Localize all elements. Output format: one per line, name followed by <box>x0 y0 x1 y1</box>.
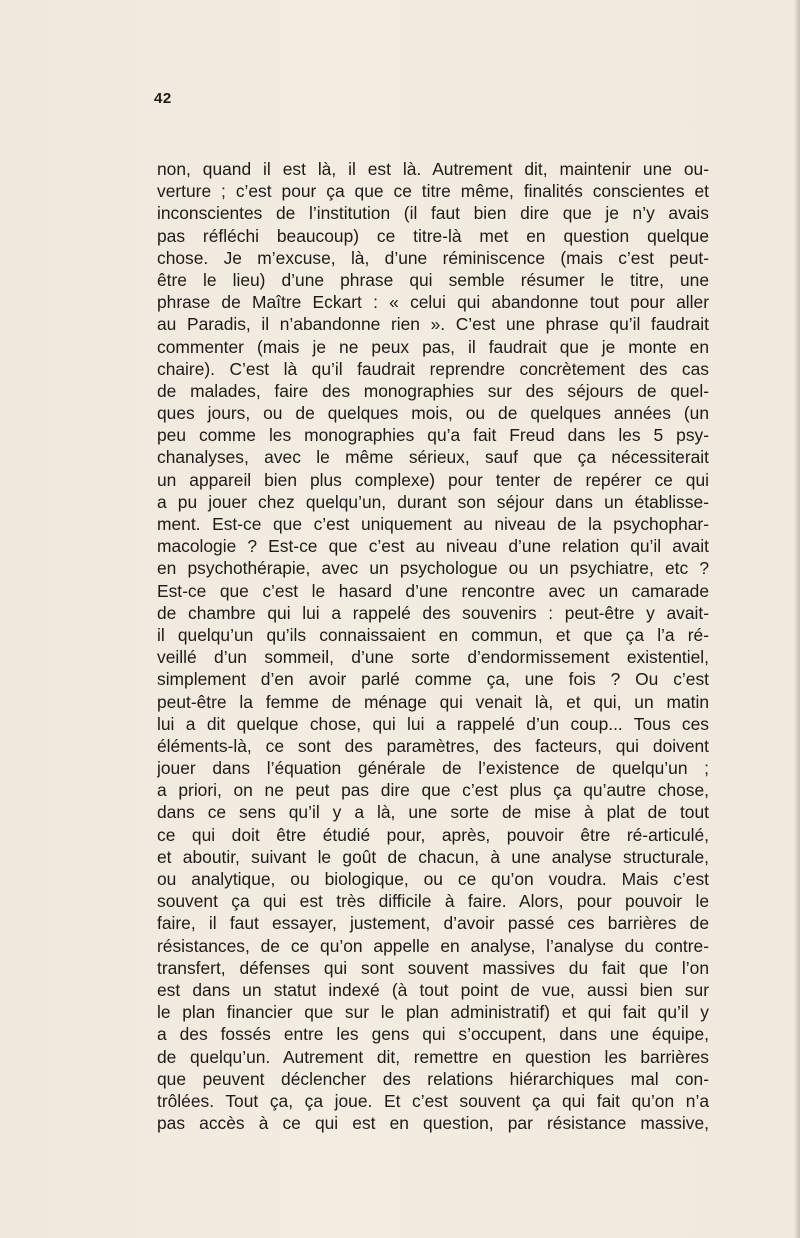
text-line: lui a dit quelque chose, qui lui a rappelé d’un coup... Tous ces <box>157 713 709 734</box>
text-line: chose. Je m’excuse, là, d’une réminiscence (mais c’est peut- <box>157 247 709 268</box>
text-line: macologie ? Est-ce que c’est au niveau d’une relation qu’il avait <box>157 536 709 557</box>
text-line: souvent ça qui est très difficile à faire. Alors, pour pouvoir le <box>157 891 709 912</box>
text-line: faire, il faut essayer, justement, d’avoir passé ces barrières de <box>157 913 709 934</box>
text-line: inconscientes de l’institution (il faut bien dire que je n’y avais <box>157 203 709 224</box>
text-line: a priori, on ne peut pas dire que c’est plus ça qu’autre chose, <box>157 780 709 801</box>
text-line: et aboutir, suivant le goût de chacun, à une analyse structurale, <box>157 846 709 867</box>
text-line: le plan financier que sur le plan administratif) et qui fait qu’il y <box>157 1002 709 1023</box>
text-line: a pu jouer chez quelqu’un, durant son séjour dans un établisse- <box>157 491 709 512</box>
text-line: au Paradis, il n’abandonne rien ». C’est une phrase qu’il faudrait <box>157 314 709 335</box>
text-line: commenter (mais je ne peux pas, il faudrait que je monte en <box>157 336 709 357</box>
text-line: est dans un statut indexé (à tout point de vue, aussi bien sur <box>157 979 709 1000</box>
text-line: être le lieu) d’une phrase qui semble résumer le titre, une <box>157 269 709 290</box>
text-line: de malades, faire des monographies sur des séjours de quel- <box>157 380 709 401</box>
page-edge-shadow <box>794 0 800 1238</box>
text-line: veillé d’un sommeil, d’une sorte d’endormissement existentiel, <box>157 647 709 668</box>
text-line: un appareil bien plus complexe) pour tenter de repérer ce qui <box>157 469 709 490</box>
text-line: résistances, de ce qu’on appelle en analyse, l’analyse du contre- <box>157 935 709 956</box>
page-number: 42 <box>154 90 172 107</box>
text-line: que peuvent déclencher des relations hiérarchiques mal con- <box>157 1068 709 1089</box>
text-line: ques jours, ou de quelques mois, ou de quelques années (un <box>157 403 709 424</box>
text-line: a des fossés entre les gens qui s’occupent, dans une équipe, <box>157 1024 709 1045</box>
text-line: transfert, défenses qui sont souvent massives du fait que l’on <box>157 957 709 978</box>
text-line: jouer dans l’équation générale de l’existence de quelqu’un ; <box>157 758 709 779</box>
text-line: dans ce sens qu’il y a là, une sorte de mise à plat de tout <box>157 802 709 823</box>
text-line: de chambre qui lui a rappelé des souvenirs : peut-être y avait- <box>157 602 709 623</box>
text-line: verture ; c’est pour ça que ce titre même, finalités conscientes et <box>157 181 709 202</box>
text-line: pas accès à ce qui est en question, par résistance massive, <box>157 1113 709 1134</box>
text-line: peu comme les monographies qu’a fait Freud dans les 5 psy- <box>157 425 709 446</box>
text-line: ou analytique, ou biologique, ou ce qu’on voudra. Mais c’est <box>157 869 709 889</box>
text-line: il quelqu’un qu’ils connaissaient en commun, et que ça l’a ré- <box>157 624 709 645</box>
text-line: chaire). C’est là qu’il faudrait reprendre concrètement des cas <box>157 358 709 379</box>
text-line: Est-ce que c’est le hasard d’une rencontre avec un camarade <box>157 580 709 601</box>
text-line: trôlées. Tout ça, ça joue. Et c’est souvent ça qui fait qu’on n’a <box>157 1090 709 1111</box>
text-line: peut-être la femme de ménage qui venait là, et qui, un matin <box>157 691 709 712</box>
text-line: simplement d’en avoir parlé comme ça, une fois ? Ou c’est <box>157 669 709 690</box>
text-line: pas réfléchi beaucoup) ce titre-là met en question quelque <box>157 225 709 246</box>
text-line: ment. Est-ce que c’est uniquement au niveau de la psychophar- <box>157 514 709 534</box>
text-line: ce qui doit être étudié pour, après, pouvoir être ré-articulé, <box>157 824 709 845</box>
text-line: éléments-là, ce sont des paramètres, des facteurs, qui doivent <box>157 735 709 756</box>
text-line: phrase de Maître Eckart : « celui qui abandonne tout pour aller <box>157 292 709 313</box>
text-line: en psychothérapie, avec un psychologue ou un psychiatre, etc ? <box>157 558 709 579</box>
body-text <box>157 158 709 1134</box>
text-line: de quelqu’un. Autrement dit, remettre en question les barrières <box>157 1046 709 1067</box>
text-line: non, quand il est là, il est là. Autrement dit, maintenir une ou- <box>157 159 709 179</box>
text-line: chanalyses, avec le même sérieux, sauf que ça nécessiterait <box>157 447 709 468</box>
